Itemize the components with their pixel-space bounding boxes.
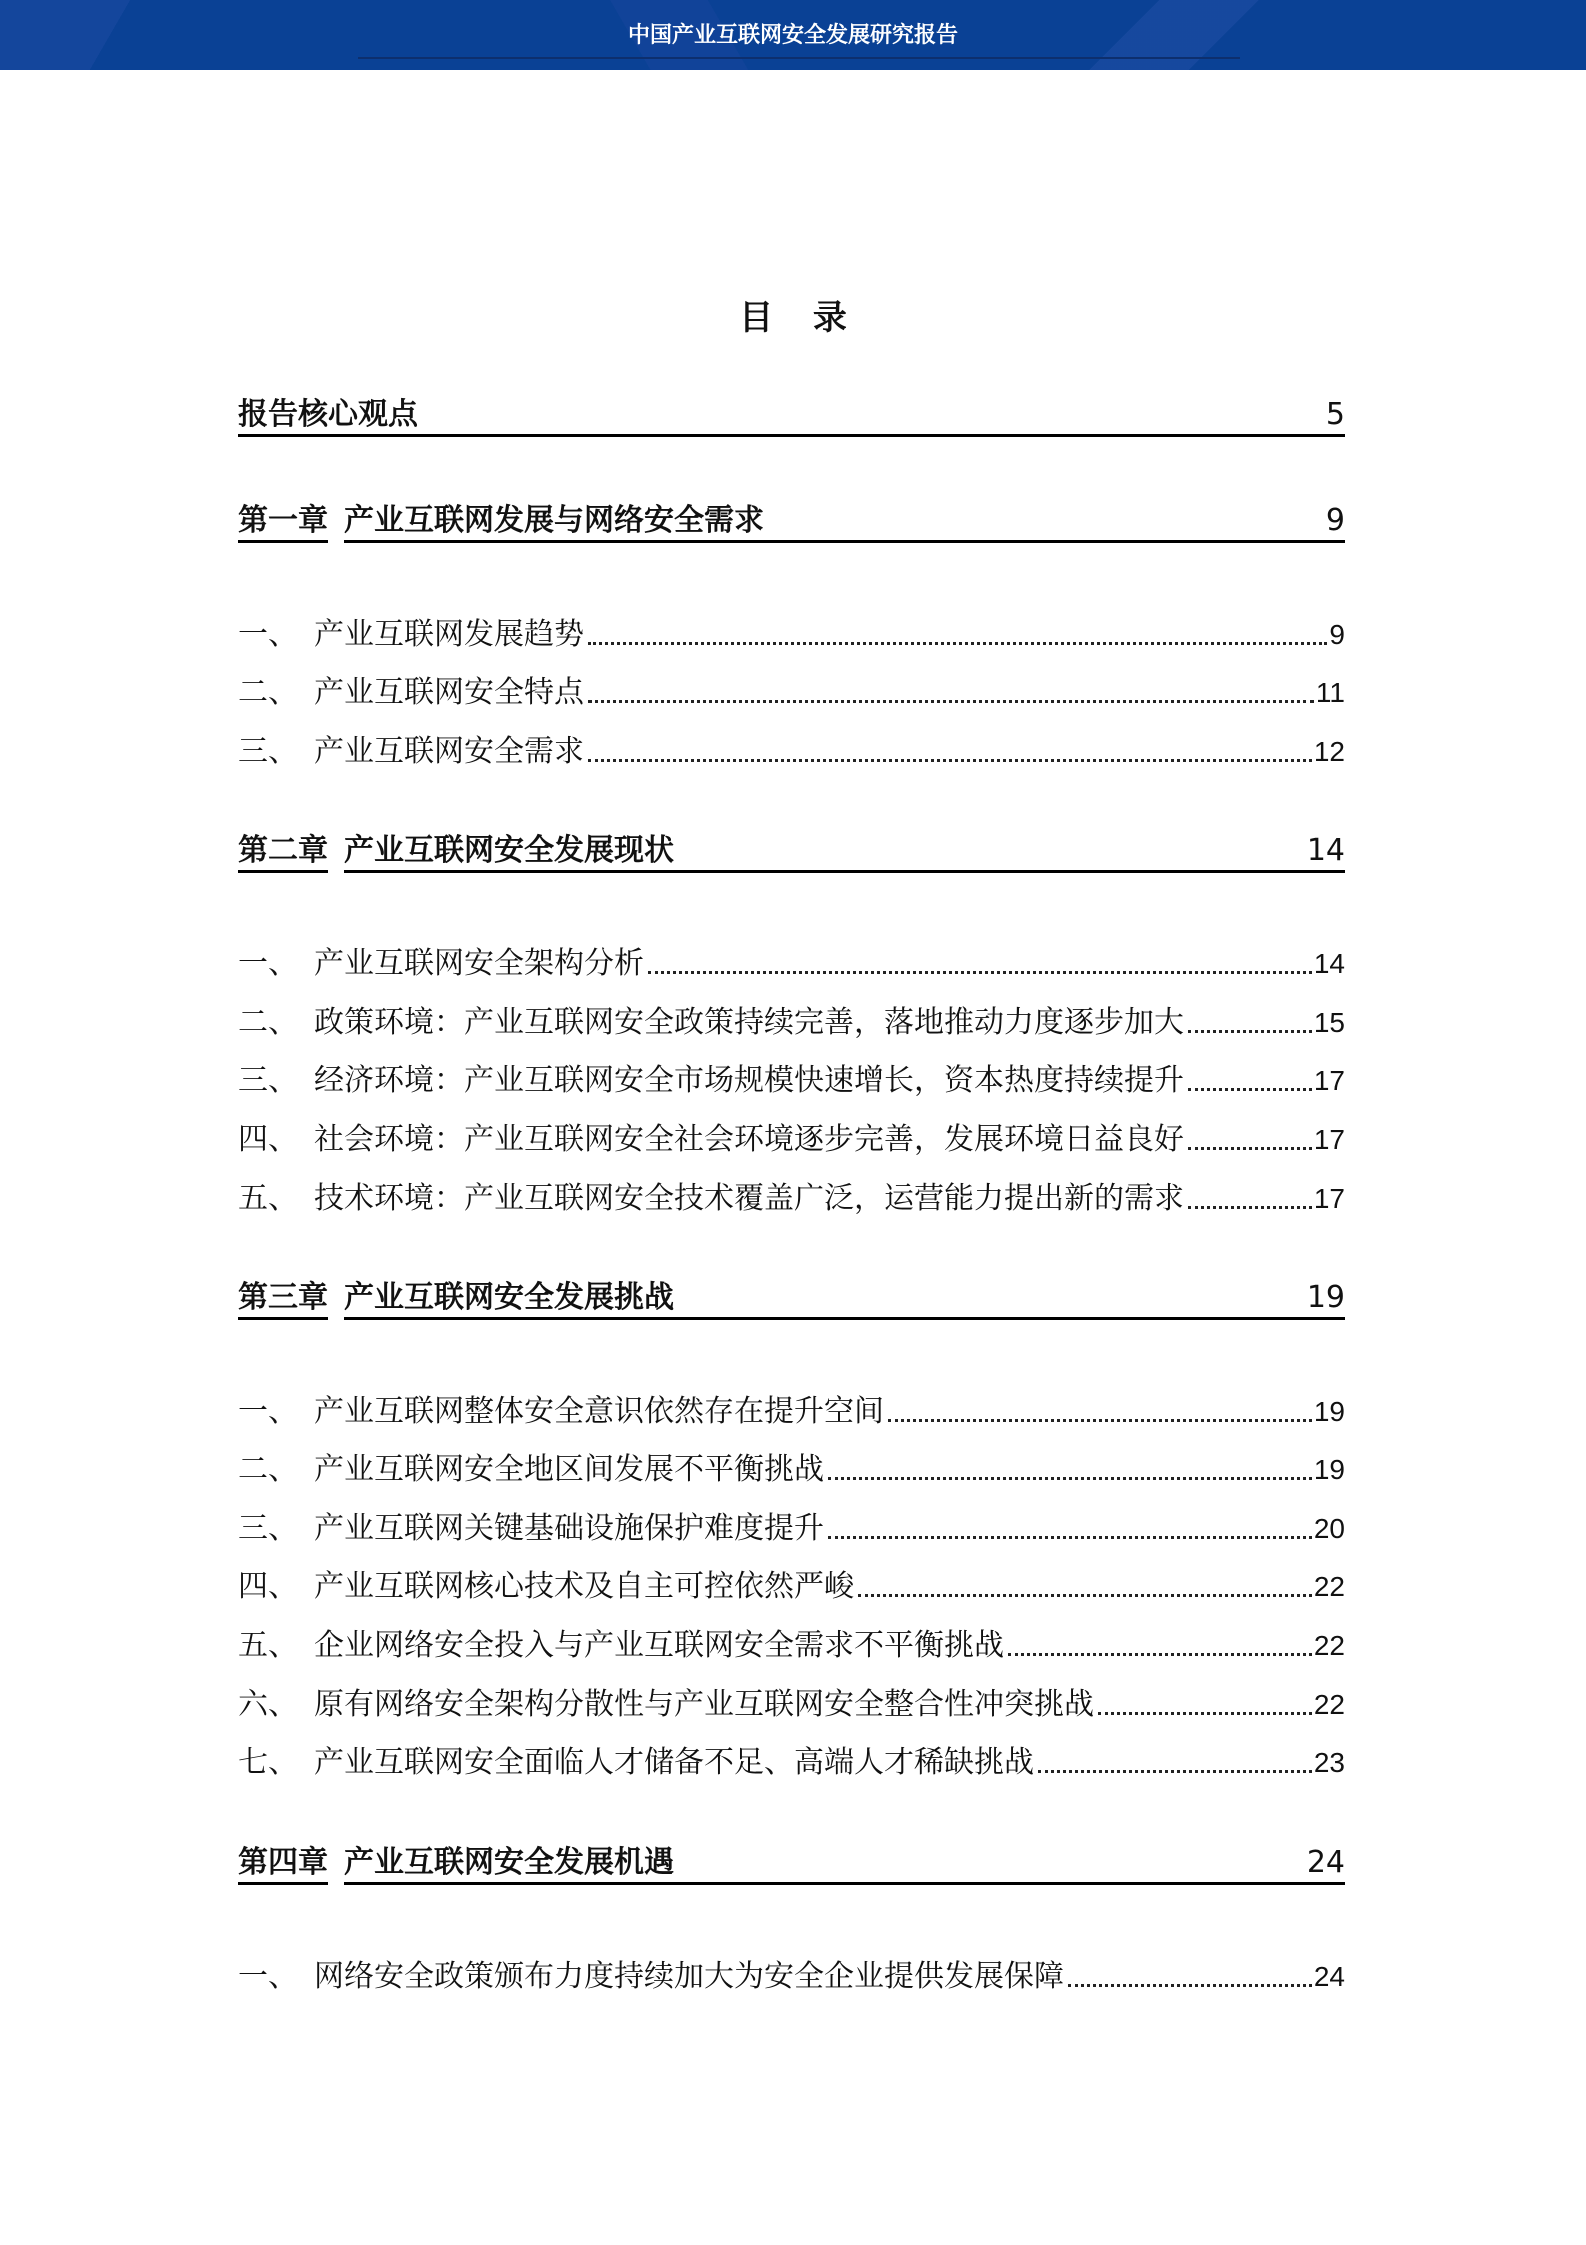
toc-entry-summary[interactable] — [238, 397, 1345, 437]
item-ordinal: 七、 — [238, 1745, 298, 1780]
toc-page-number: 19 — [1313, 1396, 1345, 1427]
dot-leader — [828, 1536, 1312, 1539]
toc-summary-heading — [238, 398, 1345, 437]
chapter-heading — [344, 1846, 1345, 1885]
item-ordinal: 五、 — [238, 1628, 298, 1663]
toc-item[interactable] — [238, 1956, 1345, 1996]
toc-page-number: 9 — [1329, 619, 1345, 650]
toc-page-number: 22 — [1313, 1689, 1345, 1720]
item-label: 政策环境：产业互联网安全政策持续完善，落地推动力度逐步加大 — [314, 1005, 1184, 1040]
toc-page-number: 9 — [1325, 503, 1345, 538]
toc-page-number: 19 — [1306, 1280, 1345, 1315]
header-divider — [358, 57, 1240, 59]
dot-leader — [858, 1594, 1312, 1597]
dot-leader — [1098, 1712, 1312, 1715]
chapter-number: 第三章 — [238, 1281, 328, 1320]
toc-item[interactable] — [238, 1119, 1345, 1159]
item-label: 网络安全政策颁布力度持续加大为安全企业提供发展保障 — [314, 1959, 1064, 1994]
toc-page-number: 17 — [1313, 1183, 1345, 1214]
chapter-heading — [344, 504, 1345, 543]
item-label: 企业网络安全投入与产业互联网安全需求不平衡挑战 — [314, 1628, 1004, 1663]
chapter-number: 第一章 — [238, 504, 328, 543]
toc-page-number: 12 — [1313, 736, 1345, 767]
toc-page-number: 23 — [1313, 1747, 1345, 1778]
chapter-heading — [344, 1281, 1345, 1320]
dot-leader — [828, 1477, 1312, 1480]
item-label: 产业互联网安全面临人才储备不足、高端人才稀缺挑战 — [314, 1745, 1034, 1780]
toc-summary-label: 报告核心观点 — [238, 397, 418, 432]
toc-page-number: 22 — [1313, 1571, 1345, 1602]
report-header-band — [0, 0, 1586, 70]
toc-page-number: 20 — [1313, 1513, 1345, 1544]
dot-leader — [1188, 1206, 1312, 1209]
item-label: 原有网络安全架构分散性与产业互联网安全整合性冲突挑战 — [314, 1687, 1094, 1722]
toc-page-number: 11 — [1315, 677, 1345, 708]
dot-leader — [1188, 1030, 1312, 1033]
toc-page-number: 19 — [1313, 1454, 1345, 1485]
toc-page-number: 17 — [1313, 1124, 1345, 1155]
item-ordinal: 二、 — [238, 675, 298, 710]
dot-leader — [1008, 1653, 1312, 1656]
item-label: 产业互联网安全地区间发展不平衡挑战 — [314, 1452, 824, 1487]
toc-item[interactable] — [238, 1566, 1345, 1606]
toc-chapter-1[interactable] — [238, 503, 1345, 543]
toc-item[interactable] — [238, 731, 1345, 771]
toc-item[interactable] — [238, 1002, 1345, 1042]
chapter-title: 产业互联网安全发展现状 — [344, 833, 674, 868]
dot-leader — [648, 971, 1312, 974]
item-ordinal: 二、 — [238, 1005, 298, 1040]
toc-item[interactable] — [238, 1625, 1345, 1665]
toc-page-number: 15 — [1313, 1007, 1345, 1038]
chapter-title: 产业互联网发展与网络安全需求 — [344, 503, 764, 538]
toc-item[interactable] — [238, 943, 1345, 983]
toc-item[interactable] — [238, 1742, 1345, 1782]
item-ordinal: 四、 — [238, 1122, 298, 1157]
report-title: 中国产业互联网安全发展研究报告 — [627, 23, 958, 48]
toc-item[interactable] — [238, 1508, 1345, 1548]
toc-item[interactable] — [238, 1178, 1345, 1218]
dot-leader — [588, 759, 1312, 762]
dot-leader — [888, 1419, 1312, 1422]
dot-leader — [1038, 1770, 1312, 1773]
dot-leader — [1188, 1147, 1312, 1150]
item-label: 产业互联网整体安全意识依然存在提升空间 — [314, 1394, 884, 1429]
dot-leader — [1068, 1984, 1312, 1987]
item-ordinal: 三、 — [238, 1063, 298, 1098]
toc-item[interactable] — [238, 1060, 1345, 1100]
dot-leader — [1188, 1088, 1312, 1091]
toc-item[interactable] — [238, 1684, 1345, 1724]
item-label: 产业互联网发展趋势 — [314, 617, 584, 652]
chapter-heading — [344, 834, 1345, 873]
item-label: 产业互联网安全特点 — [314, 675, 584, 710]
item-ordinal: 六、 — [238, 1687, 298, 1722]
toc-page-number: 14 — [1313, 948, 1345, 979]
dot-leader — [588, 700, 1314, 703]
item-label: 技术环境：产业互联网安全技术覆盖广泛，运营能力提出新的需求 — [314, 1181, 1184, 1216]
item-ordinal: 四、 — [238, 1569, 298, 1604]
item-label: 产业互联网关键基础设施保护难度提升 — [314, 1511, 824, 1546]
toc-page-number: 17 — [1313, 1065, 1345, 1096]
dot-leader — [588, 642, 1327, 645]
item-ordinal: 一、 — [238, 946, 298, 981]
item-ordinal: 三、 — [238, 1511, 298, 1546]
toc-chapter-2[interactable] — [238, 833, 1345, 873]
chapter-title: 产业互联网安全发展挑战 — [344, 1280, 674, 1315]
item-label: 产业互联网安全需求 — [314, 734, 584, 769]
toc-item[interactable] — [238, 672, 1345, 712]
item-ordinal: 三、 — [238, 734, 298, 769]
chapter-number: 第四章 — [238, 1846, 328, 1885]
item-ordinal: 一、 — [238, 1394, 298, 1429]
item-ordinal: 一、 — [238, 617, 298, 652]
item-label: 产业互联网核心技术及自主可控依然严峻 — [314, 1569, 854, 1604]
toc-page-number: 22 — [1313, 1630, 1345, 1661]
toc-page-number: 24 — [1306, 1845, 1345, 1880]
toc-page-number: 5 — [1325, 397, 1345, 432]
item-ordinal: 一、 — [238, 1959, 298, 1994]
item-label: 社会环境：产业互联网安全社会环境逐步完善，发展环境日益良好 — [314, 1122, 1184, 1157]
item-label: 经济环境：产业互联网安全市场规模快速增长，资本热度持续提升 — [314, 1063, 1184, 1098]
item-label: 产业互联网安全架构分析 — [314, 946, 644, 981]
item-ordinal: 五、 — [238, 1181, 298, 1216]
toc-chapter-3[interactable] — [238, 1280, 1345, 1320]
item-ordinal: 二、 — [238, 1452, 298, 1487]
toc-title: 目 录 — [739, 298, 861, 338]
toc-item[interactable] — [238, 614, 1345, 654]
chapter-number: 第二章 — [238, 834, 328, 873]
toc-page-number: 24 — [1313, 1961, 1345, 1992]
toc-page-number: 14 — [1306, 833, 1345, 868]
chapter-title: 产业互联网安全发展机遇 — [344, 1845, 674, 1880]
toc-item[interactable] — [238, 1391, 1345, 1431]
toc-chapter-4[interactable] — [238, 1845, 1345, 1885]
toc-item[interactable] — [238, 1449, 1345, 1489]
